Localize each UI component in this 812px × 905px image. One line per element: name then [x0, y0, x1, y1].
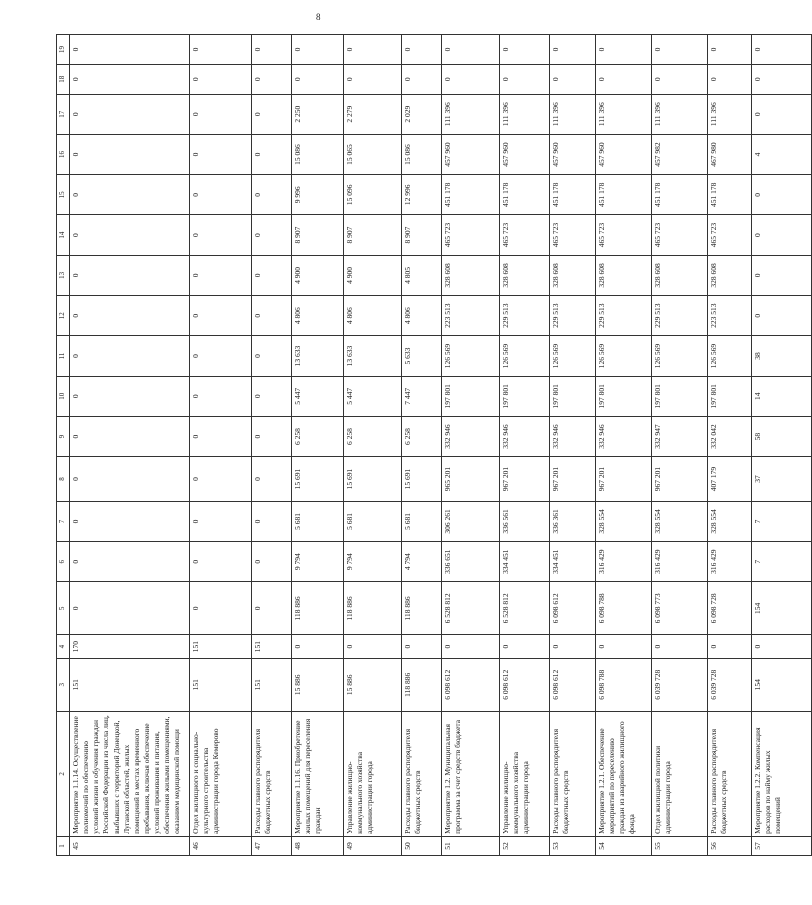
- table-cell: 0: [652, 35, 708, 65]
- table-cell: 0: [596, 64, 652, 94]
- table-row: [550, 35, 596, 856]
- row-description: Расходы главного распорядителя бюджетных средств: [252, 711, 292, 836]
- table-cell: 0: [70, 457, 190, 502]
- column-number: 4: [57, 635, 70, 658]
- table-cell: 0: [190, 457, 252, 502]
- table-cell: 6 258: [292, 416, 344, 456]
- table-cell: 0: [708, 635, 752, 658]
- table-cell: 15 086: [402, 134, 442, 174]
- table-cell: 126 569: [442, 336, 500, 376]
- table-cell: 967 201: [500, 457, 550, 502]
- table-cell: 126 569: [550, 336, 596, 376]
- table-cell: 0: [752, 296, 812, 336]
- table-row: [344, 35, 402, 856]
- table-cell: 6 098 728: [708, 582, 752, 635]
- table-cell: 328 608: [442, 255, 500, 295]
- table-cell: 0: [752, 35, 812, 65]
- table-cell: 4 794: [402, 542, 442, 582]
- table-cell: 118 886: [402, 582, 442, 635]
- table-cell: 0: [190, 501, 252, 541]
- table-cell: 0: [652, 64, 708, 94]
- table-cell: 14: [752, 376, 812, 416]
- table-cell: 6 098 612: [500, 658, 550, 711]
- page-number: 8: [316, 12, 321, 22]
- table-cell: 4 900: [292, 255, 344, 295]
- table-cell: 451 178: [442, 175, 500, 215]
- table-cell: 197 801: [652, 376, 708, 416]
- table-cell: 6 098 612: [442, 658, 500, 711]
- table-cell: 2 279: [344, 94, 402, 134]
- row-number: 56: [708, 836, 752, 855]
- table-cell: 465 723: [596, 215, 652, 255]
- row-description: Отдел жилищной политики администрации города: [652, 711, 708, 836]
- table-cell: 8 907: [344, 215, 402, 255]
- row-description: Расходы главного распорядителя бюджетных средств: [550, 711, 596, 836]
- column-number: 10: [57, 376, 70, 416]
- table-cell: 0: [708, 35, 752, 65]
- table-cell: 15 065: [344, 134, 402, 174]
- table-cell: 0: [344, 635, 402, 658]
- table-cell: 4 806: [402, 296, 442, 336]
- table-cell: 9 794: [292, 542, 344, 582]
- table-cell: 0: [70, 582, 190, 635]
- row-number: 50: [402, 836, 442, 855]
- table-cell: 451 178: [596, 175, 652, 215]
- table-cell: 457 960: [550, 134, 596, 174]
- table-cell: 4 806: [292, 296, 344, 336]
- table-cell: 0: [752, 175, 812, 215]
- table-cell: 6 098 612: [550, 582, 596, 635]
- table-cell: 0: [752, 94, 812, 134]
- table-cell: 465 723: [708, 215, 752, 255]
- row-description: Мероприятие 1.1.16. Приобретение жилых помещений для переселения граждан: [292, 711, 344, 836]
- table-cell: 13 633: [344, 336, 402, 376]
- table-cell: 0: [292, 35, 344, 65]
- table-cell: 151: [70, 658, 190, 711]
- table-cell: 15 096: [344, 175, 402, 215]
- table-cell: 126 569: [596, 336, 652, 376]
- table-cell: 118 886: [402, 658, 442, 711]
- table-cell: 0: [292, 635, 344, 658]
- table-cell: 4 900: [344, 255, 402, 295]
- table-cell: 0: [402, 35, 442, 65]
- table-cell: 15 886: [292, 658, 344, 711]
- row-description: Мероприятие 1.2. Муниципальная программа за счет средств бюджета: [442, 711, 500, 836]
- table-cell: 328 608: [596, 255, 652, 295]
- table-cell: 15 886: [344, 658, 402, 711]
- table-cell: 457 960: [596, 134, 652, 174]
- row-number: 45: [70, 836, 190, 855]
- table-cell: 8 907: [292, 215, 344, 255]
- table-row: [402, 35, 442, 856]
- row-description: Расходы главного распорядителя бюджетных средств: [708, 711, 752, 836]
- table-cell: 223 513: [442, 296, 500, 336]
- table-cell: 0: [252, 296, 292, 336]
- table-cell: 467 980: [708, 134, 752, 174]
- table-cell: 0: [752, 255, 812, 295]
- column-number: 3: [57, 658, 70, 711]
- table-cell: 0: [442, 64, 500, 94]
- table-cell: 6 528 812: [442, 582, 500, 635]
- table-cell: 0: [652, 635, 708, 658]
- table-cell: 126 569: [500, 336, 550, 376]
- column-number: 12: [57, 296, 70, 336]
- table-cell: 0: [252, 175, 292, 215]
- table-cell: 967 201: [652, 457, 708, 502]
- table-cell: 328 554: [596, 501, 652, 541]
- table-cell: 457 960: [500, 134, 550, 174]
- table-cell: 336 361: [550, 501, 596, 541]
- row-number: 53: [550, 836, 596, 855]
- table-cell: 0: [442, 35, 500, 65]
- table-row: [442, 35, 500, 856]
- table-cell: 0: [190, 542, 252, 582]
- table-cell: 465 723: [500, 215, 550, 255]
- column-number: 1: [57, 836, 70, 855]
- table-cell: 15 691: [292, 457, 344, 502]
- table-cell: 223 513: [708, 296, 752, 336]
- table-cell: 0: [252, 35, 292, 65]
- table-cell: 6 098 788: [596, 658, 652, 711]
- table-cell: 0: [708, 64, 752, 94]
- column-number: 14: [57, 215, 70, 255]
- table-cell: 151: [252, 635, 292, 658]
- column-number: 19: [57, 35, 70, 65]
- table-row: [252, 35, 292, 856]
- table-cell: 13 633: [292, 336, 344, 376]
- table-cell: 0: [190, 296, 252, 336]
- table-cell: 0: [70, 64, 190, 94]
- column-number-row: [57, 35, 70, 856]
- table-cell: 457 960: [442, 134, 500, 174]
- table-cell: 465 723: [442, 215, 500, 255]
- row-number: 54: [596, 836, 652, 855]
- table-cell: 6 098 788: [596, 582, 652, 635]
- table-cell: 154: [752, 658, 812, 711]
- table-cell: 0: [596, 35, 652, 65]
- row-description: Отдел жилищного и социально-культурного строительства администрации города Кемерово: [190, 711, 252, 836]
- table-cell: 2 250: [292, 94, 344, 134]
- table-cell: 965 201: [442, 457, 500, 502]
- table-cell: 5 447: [344, 376, 402, 416]
- table-cell: 15 691: [344, 457, 402, 502]
- table-cell: 197 801: [596, 376, 652, 416]
- table-cell: 336 651: [442, 542, 500, 582]
- table-cell: 0: [70, 296, 190, 336]
- table-cell: 15 086: [292, 134, 344, 174]
- table-cell: 334 451: [500, 542, 550, 582]
- table-cell: 967 201: [596, 457, 652, 502]
- table-cell: 6 098 612: [550, 658, 596, 711]
- table-cell: 5 681: [292, 501, 344, 541]
- table-cell: 0: [70, 35, 190, 65]
- row-number: 46: [190, 836, 252, 855]
- column-number: 5: [57, 582, 70, 635]
- table-cell: 197 801: [708, 376, 752, 416]
- table-cell: 0: [402, 64, 442, 94]
- table-cell: 0: [190, 35, 252, 65]
- table-cell: 7: [752, 542, 812, 582]
- table-cell: 332 946: [550, 416, 596, 456]
- table-cell: 0: [70, 416, 190, 456]
- table-row: [500, 35, 550, 856]
- table-cell: 6 098 773: [652, 582, 708, 635]
- table-cell: 2 029: [402, 94, 442, 134]
- table-cell: 5 681: [402, 501, 442, 541]
- table-cell: 328 554: [652, 501, 708, 541]
- table-cell: 0: [190, 376, 252, 416]
- table-cell: 0: [190, 582, 252, 635]
- table-row: [752, 35, 812, 856]
- column-number: 6: [57, 542, 70, 582]
- column-number: 11: [57, 336, 70, 376]
- table-row: [70, 35, 190, 856]
- table-cell: 451 178: [500, 175, 550, 215]
- table-cell: 328 554: [708, 501, 752, 541]
- row-number: 48: [292, 836, 344, 855]
- table-cell: 316 429: [596, 542, 652, 582]
- row-description: Расходы главного распорядителя бюджетных средств: [402, 711, 442, 836]
- table-cell: 229 513: [550, 296, 596, 336]
- table-cell: 4 806: [344, 296, 402, 336]
- table-cell: 0: [252, 582, 292, 635]
- table-row: [190, 35, 252, 856]
- table-cell: 967 201: [550, 457, 596, 502]
- table-cell: 6 039 728: [708, 658, 752, 711]
- table-cell: 151: [190, 658, 252, 711]
- table-cell: 0: [500, 64, 550, 94]
- table-cell: 0: [500, 635, 550, 658]
- table-cell: 0: [252, 255, 292, 295]
- table-cell: 7 447: [402, 376, 442, 416]
- table-cell: 0: [70, 134, 190, 174]
- table-cell: 38: [752, 336, 812, 376]
- table-cell: 0: [752, 635, 812, 658]
- table-cell: 197 801: [500, 376, 550, 416]
- table-cell: 229 513: [596, 296, 652, 336]
- table-cell: 0: [344, 35, 402, 65]
- table-cell: 457 982: [652, 134, 708, 174]
- table-cell: 0: [252, 94, 292, 134]
- table-cell: 0: [70, 376, 190, 416]
- table-cell: 306 261: [442, 501, 500, 541]
- row-number: 51: [442, 836, 500, 855]
- table-cell: 229 513: [652, 296, 708, 336]
- table-cell: 111 396: [652, 94, 708, 134]
- table-row: [708, 35, 752, 856]
- table-cell: 336 561: [500, 501, 550, 541]
- column-number: 7: [57, 501, 70, 541]
- table-cell: 5 681: [344, 501, 402, 541]
- column-number: 18: [57, 64, 70, 94]
- table-cell: 170: [70, 635, 190, 658]
- table-cell: 197 801: [442, 376, 500, 416]
- table-cell: 126 569: [652, 336, 708, 376]
- table-cell: 5 633: [402, 336, 442, 376]
- table-cell: 328 608: [652, 255, 708, 295]
- row-description: Мероприятие 1.1.14. Осуществление полномочий по обеспечению условий жизни и обучения граждан Российской Федерации из числа лиц, выбывших с территорий Донецкой, Луганской областей, жилых помещений в местах временного пребывания, включая обеспечение условий проживания и питания, обеспечения жилыми помещениями, оказанием медицинской помощи: [70, 711, 190, 836]
- table-cell: 37: [752, 457, 812, 502]
- table-row: [652, 35, 708, 856]
- table-cell: 332 946: [442, 416, 500, 456]
- table-cell: 111 396: [550, 94, 596, 134]
- table-cell: 0: [550, 35, 596, 65]
- table-cell: 0: [550, 64, 596, 94]
- table-row: [292, 35, 344, 856]
- table-cell: 0: [70, 215, 190, 255]
- table-cell: 0: [252, 64, 292, 94]
- table-cell: 151: [190, 635, 252, 658]
- table-cell: 118 886: [292, 582, 344, 635]
- table-cell: 0: [190, 64, 252, 94]
- table-cell: 12 996: [402, 175, 442, 215]
- table-cell: 8 907: [402, 215, 442, 255]
- table-cell: 5 447: [292, 376, 344, 416]
- row-description: Мероприятие 1.2.2. Компенсация расходов по найму жилых помещений: [752, 711, 812, 836]
- table-cell: 328 608: [500, 255, 550, 295]
- table-cell: 0: [500, 35, 550, 65]
- table-cell: 328 608: [550, 255, 596, 295]
- table-cell: 0: [70, 175, 190, 215]
- table-cell: 0: [596, 635, 652, 658]
- table-cell: 451 178: [708, 175, 752, 215]
- table-cell: 316 429: [652, 542, 708, 582]
- column-number: 8: [57, 457, 70, 502]
- table-cell: 6 039 728: [652, 658, 708, 711]
- table-cell: 0: [550, 635, 596, 658]
- table-cell: 328 608: [708, 255, 752, 295]
- budget-table: [56, 34, 812, 856]
- table-cell: 0: [402, 635, 442, 658]
- table-cell: 0: [752, 64, 812, 94]
- table-cell: 6 258: [402, 416, 442, 456]
- table-cell: 0: [190, 215, 252, 255]
- column-number: 2: [57, 711, 70, 836]
- table-cell: 0: [344, 64, 402, 94]
- row-number: 49: [344, 836, 402, 855]
- table-cell: 0: [190, 175, 252, 215]
- table-cell: 407 179: [708, 457, 752, 502]
- table-cell: 9 996: [292, 175, 344, 215]
- column-number: 16: [57, 134, 70, 174]
- column-number: 13: [57, 255, 70, 295]
- table-cell: 0: [190, 416, 252, 456]
- table-cell: 197 801: [550, 376, 596, 416]
- table-cell: 0: [190, 255, 252, 295]
- table-cell: 229 513: [500, 296, 550, 336]
- column-number: 17: [57, 94, 70, 134]
- table-cell: 151: [252, 658, 292, 711]
- table-cell: 111 396: [500, 94, 550, 134]
- table-cell: 332 042: [708, 416, 752, 456]
- table-cell: 111 396: [442, 94, 500, 134]
- table-cell: 6 528 812: [500, 582, 550, 635]
- table-cell: 0: [70, 94, 190, 134]
- table-cell: 334 451: [550, 542, 596, 582]
- table-cell: 0: [70, 542, 190, 582]
- column-number: 15: [57, 175, 70, 215]
- table-cell: 332 947: [652, 416, 708, 456]
- table-cell: 126 569: [708, 336, 752, 376]
- table-cell: 0: [252, 457, 292, 502]
- table-cell: 0: [70, 255, 190, 295]
- table-cell: 0: [190, 94, 252, 134]
- table-cell: 0: [190, 134, 252, 174]
- table-cell: 7: [752, 501, 812, 541]
- table-cell: 0: [252, 501, 292, 541]
- table-cell: 0: [442, 635, 500, 658]
- column-number: 9: [57, 416, 70, 456]
- table-cell: 118 886: [344, 582, 402, 635]
- row-number: 52: [500, 836, 550, 855]
- row-description: Управление жилищно-коммунального хозяйства администрации города: [344, 711, 402, 836]
- table-cell: 0: [252, 215, 292, 255]
- table-cell: 316 429: [708, 542, 752, 582]
- table-cell: 0: [252, 336, 292, 376]
- row-description: Управление жилищно-коммунального хозяйства администрации города: [500, 711, 550, 836]
- rotated-table-container: [56, 34, 783, 856]
- table-cell: 9 794: [344, 542, 402, 582]
- table-cell: 0: [252, 134, 292, 174]
- table-cell: 0: [70, 336, 190, 376]
- table-cell: 0: [70, 501, 190, 541]
- table-cell: 0: [252, 376, 292, 416]
- table-cell: 451 178: [652, 175, 708, 215]
- table-cell: 332 946: [500, 416, 550, 456]
- table-cell: 111 396: [708, 94, 752, 134]
- row-number: 55: [652, 836, 708, 855]
- row-number: 57: [752, 836, 812, 855]
- table-cell: 6 258: [344, 416, 402, 456]
- table-cell: 465 723: [652, 215, 708, 255]
- row-description: Мероприятие 1.2.1. Обеспечение мероприятий по переселению граждан из аварийного жилищного фонда: [596, 711, 652, 836]
- table-cell: 4: [752, 134, 812, 174]
- table-cell: 154: [752, 582, 812, 635]
- row-number: 47: [252, 836, 292, 855]
- table-cell: 451 178: [550, 175, 596, 215]
- table-cell: 4 805: [402, 255, 442, 295]
- table-cell: 0: [190, 336, 252, 376]
- table-cell: 15 691: [402, 457, 442, 502]
- table-cell: 0: [252, 416, 292, 456]
- table-cell: 0: [752, 215, 812, 255]
- table-cell: 465 723: [550, 215, 596, 255]
- table-cell: 111 396: [596, 94, 652, 134]
- table-cell: 332 946: [596, 416, 652, 456]
- table-cell: 58: [752, 416, 812, 456]
- table-cell: 0: [292, 64, 344, 94]
- table-cell: 0: [252, 542, 292, 582]
- table-row: [596, 35, 652, 856]
